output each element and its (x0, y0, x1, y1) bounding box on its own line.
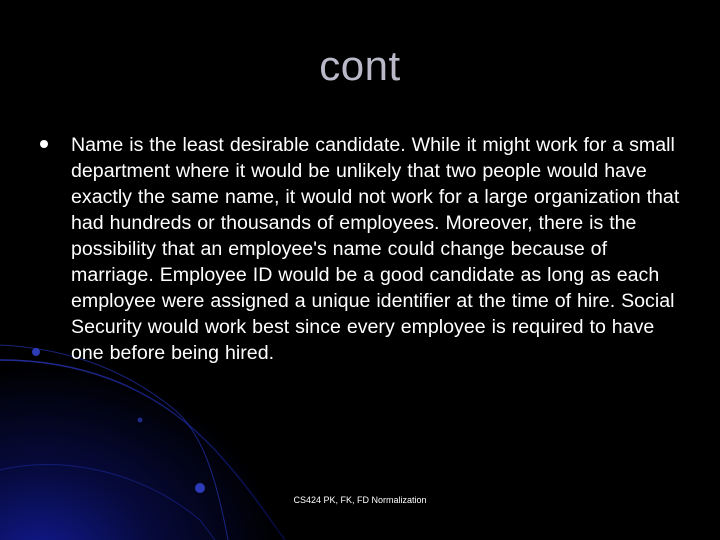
swirl-dot-3 (138, 418, 143, 423)
slide-footer: CS424 PK, FK, FD Normalization (293, 495, 427, 505)
bullet-text: Name is the least desirable candidate. While it might work for a small department where it would be unlikely that two people would have exactly the same name, it would not work for a large organization that had hundreds or thousands of employees. Moreover, there is the possibility that an employee's name could change because of marriage. Employee ID would be a good candidate as long as each employee were assigned a unique identifier at the time of hire. Social Security would work best since every employee is required to have one before being hired. (71, 134, 680, 364)
swirl-dot-1 (32, 348, 40, 356)
slide-content (40, 132, 680, 366)
bullet-dot-icon (40, 140, 48, 148)
bullet-item (40, 132, 680, 366)
slide-title: cont (319, 42, 401, 89)
swirl-dot-2 (195, 483, 205, 493)
swirl-curve-2 (0, 345, 228, 540)
swirl-curve-1 (0, 360, 285, 540)
